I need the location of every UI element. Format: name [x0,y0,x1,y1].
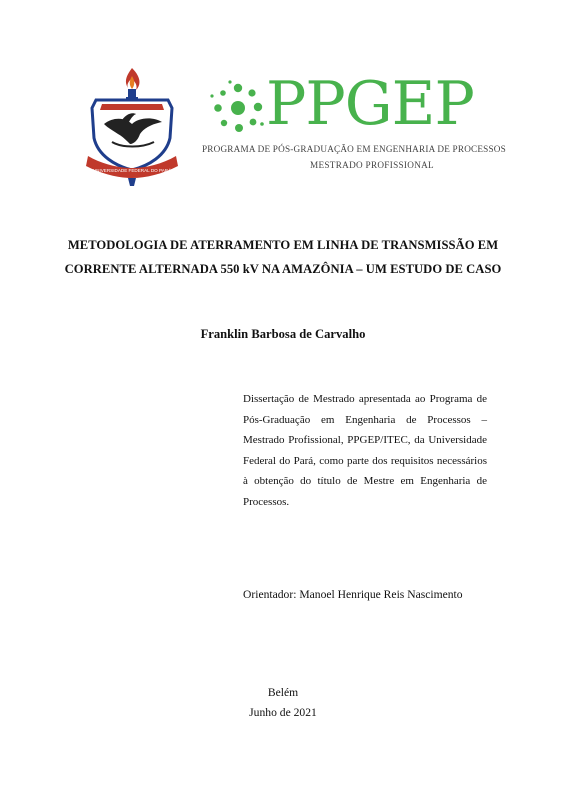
dissertation-description: Dissertação de Mestrado apresentada ao Programa de Pós-Graduação em Engenharia de Processos – Mestrado Profissional, PPGEP/ITEC, da Universidade Federal do Pará, como parte dos requisitos necessários à obtenção do título de Mestre em Engenharia de Processos. [243,393,487,508]
title-line-2: CORRENTE ALTERNADA 550 kV NA AMAZÔNIA – UM ESTUDO DE CASO [64,262,502,276]
title-line-1: METODOLOGIA DE ATERRAMENTO EM LINHA DE TRANSMISSÃO EM [67,238,499,252]
seal-ribbon-text: UNIVERSIDADE FEDERAL DO PARÁ [92,168,172,173]
date-label: Junho de 2021 [249,706,317,719]
document-title [60,233,506,281]
ppgep-subtitle: MESTRADO PROFISSIONAL [310,160,434,170]
city-label: Belém [267,686,299,699]
ppgep-logo [200,69,506,184]
ppgep-dots-icon [210,80,266,136]
ppgep-wordmark: PPGEP [266,69,474,139]
author-name: Franklin Barbosa de Carvalho [200,327,366,341]
advisor-line: Orientador: Manoel Henrique Reis Nascimento [243,588,463,601]
ufpa-seal-logo [82,64,182,188]
ppgep-program-name: PROGRAMA DE PÓS-GRADUAÇÃO EM ENGENHARIA DE PROCESSOS [202,144,506,154]
